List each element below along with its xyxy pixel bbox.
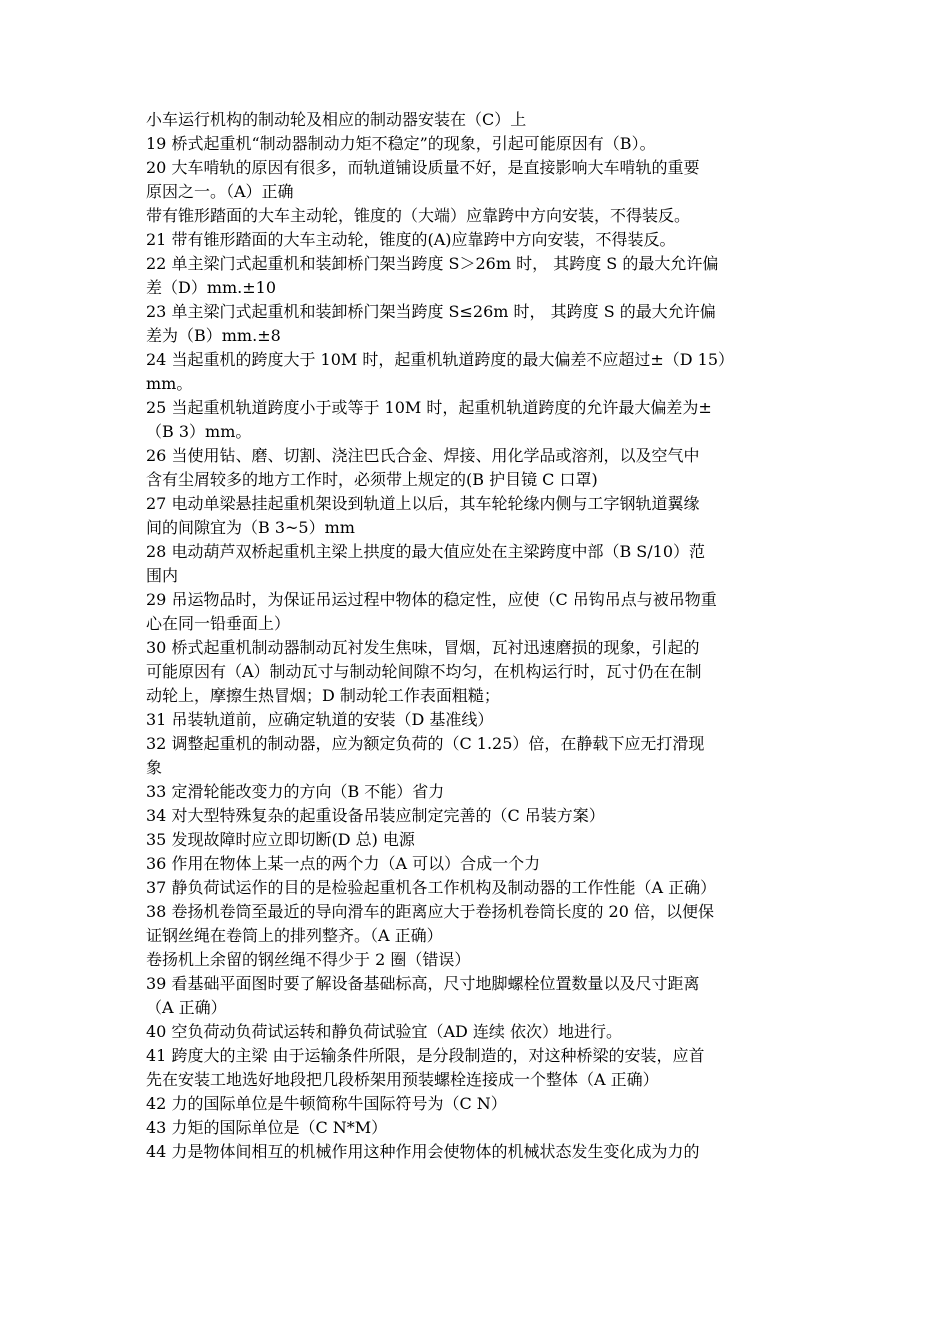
text-line: 动轮上，摩擦生热冒烟；D 制动轮工作表面粗糙； (146, 686, 500, 705)
text-line: 31 吊装轨道前，应确定轨道的安装（D 基准线） (146, 710, 494, 729)
text-line: 24 当起重机的跨度大于 10M 时，起重机轨道跨度的最大偏差不应超过±（D 15） (146, 350, 735, 369)
text-line: 象 (146, 758, 163, 777)
text-line: 卷扬机上余留的钢丝绳不得少于 2 圈（错误） (146, 950, 471, 969)
text-line: 23 单主梁门式起重机和装卸桥门架当跨度 S≤26m 时， 其跨度 S 的最大允许偏 (146, 302, 716, 321)
text-line: 40 空负荷动负荷试运转和静负荷试验宜（AD 连续 依次）地进行。 (146, 1022, 623, 1041)
text-line: 39 看基础平面图时要了解设备基础标高，尺寸地脚螺栓位置数量以及尺寸距离 (146, 974, 700, 993)
text-line: 证钢丝绳在卷筒上的排列整齐。（A 正确） (146, 926, 443, 945)
text-line: 可能原因有（A）制动瓦寸与制动轮间隙不均匀，在机构运行时，瓦寸仍在在制 (146, 662, 702, 681)
text-line: 32 调整起重机的制动器，应为额定负荷的（C 1.25）倍，在静载下应无打滑现 (146, 734, 705, 753)
text-line: 34 对大型特殊复杂的起重设备吊装应制定完善的（C 吊装方案） (146, 806, 605, 825)
text-line: 30 桥式起重机制动器制动瓦衬发生焦味，冒烟，瓦衬迅速磨损的现象，引起的 (146, 638, 700, 657)
text-line: 37 静负荷试运作的目的是检验起重机各工作机构及制动器的工作性能（A 正确） (146, 878, 717, 897)
text-line: 36 作用在物体上某一点的两个力（A 可以）合成一个力 (146, 854, 541, 873)
text-line: （A 正确） (146, 998, 227, 1017)
text-line: 20 大车啃轨的原因有很多，而轨道铺设质量不好，是直接影响大车啃轨的重要 (146, 158, 700, 177)
text-line: 心在同一铅垂面上） (146, 614, 291, 633)
text-line: 42 力的国际单位是牛顿简称牛国际符号为（C N） (146, 1094, 507, 1113)
text-line: 41 跨度大的主梁 由于运输条件所限，是分段制造的，对这种桥梁的安装，应首 (146, 1046, 705, 1065)
text-line: 25 当起重机轨道跨度小于或等于 10M 时，起重机轨道跨度的允许最大偏差为± (146, 398, 712, 417)
text-line: 35 发现故障时应立即切断(D 总) 电源 (146, 830, 415, 849)
text-line: 含有尘屑较多的地方工作时，必须带上规定的(B 护目镜 C 口罩) (146, 470, 598, 489)
text-line: 33 定滑轮能改变力的方向（B 不能）省力 (146, 782, 445, 801)
text-line: 围内 (146, 566, 179, 585)
text-line: （B 3）mm。 (146, 422, 252, 441)
text-line: 先在安装工地选好地段把几段桥架用预装螺栓连接成一个整体（A 正确） (146, 1070, 659, 1089)
text-line: 44 力是物体间相互的机械作用这种作用会使物体的机械状态发生变化成为力的 (146, 1142, 700, 1161)
text-line: 43 力矩的国际单位是（C N*M） (146, 1118, 388, 1137)
text-line: 21 带有锥形踏面的大车主动轮，锥度的(A)应靠跨中方向安装，不得装反。 (146, 230, 676, 249)
text-line: 28 电动葫芦双桥起重机主梁上拱度的最大值应处在主梁跨度中部（B S/10）范 (146, 542, 706, 561)
document-body (146, 108, 818, 1164)
text-line: 29 吊运物品时，为保证吊运过程中物体的稳定性，应使（C 吊钩吊点与被吊物重 (146, 590, 717, 609)
text-line: 小车运行机构的制动轮及相应的制动器安装在（C）上 (146, 110, 527, 129)
text-line: 26 当使用钻、磨、切割、浇注巴氏合金、焊接、用化学品或溶剂，以及空气中 (146, 446, 700, 465)
text-line: mm。 (146, 374, 193, 393)
text-line: 22 单主梁门式起重机和装卸桥门架当跨度 S＞26m 时， 其跨度 S 的最大允许偏 (146, 254, 719, 273)
text-line: 原因之一。（A）正确 (146, 182, 294, 201)
text-line: 38 卷扬机卷筒至最近的导向滑车的距离应大于卷扬机卷筒长度的 20 倍，以便保 (146, 902, 714, 921)
text-line: 间的间隙宜为（B 3~5）mm (146, 518, 355, 537)
text-line: 差为（B）mm.±8 (146, 326, 281, 345)
text-line: 带有锥形踏面的大车主动轮，锥度的（大端）应靠跨中方向安装，不得装反。 (146, 206, 691, 225)
text-line: 27 电动单梁悬挂起重机架设到轨道上以后，其车轮轮缘内侧与工字钢轨道翼缘 (146, 494, 700, 513)
text-line: 19 桥式起重机“制动器制动力矩不稳定”的现象，引起可能原因有（B）。 (146, 134, 656, 153)
text-line: 差（D）mm.±10 (146, 278, 277, 297)
